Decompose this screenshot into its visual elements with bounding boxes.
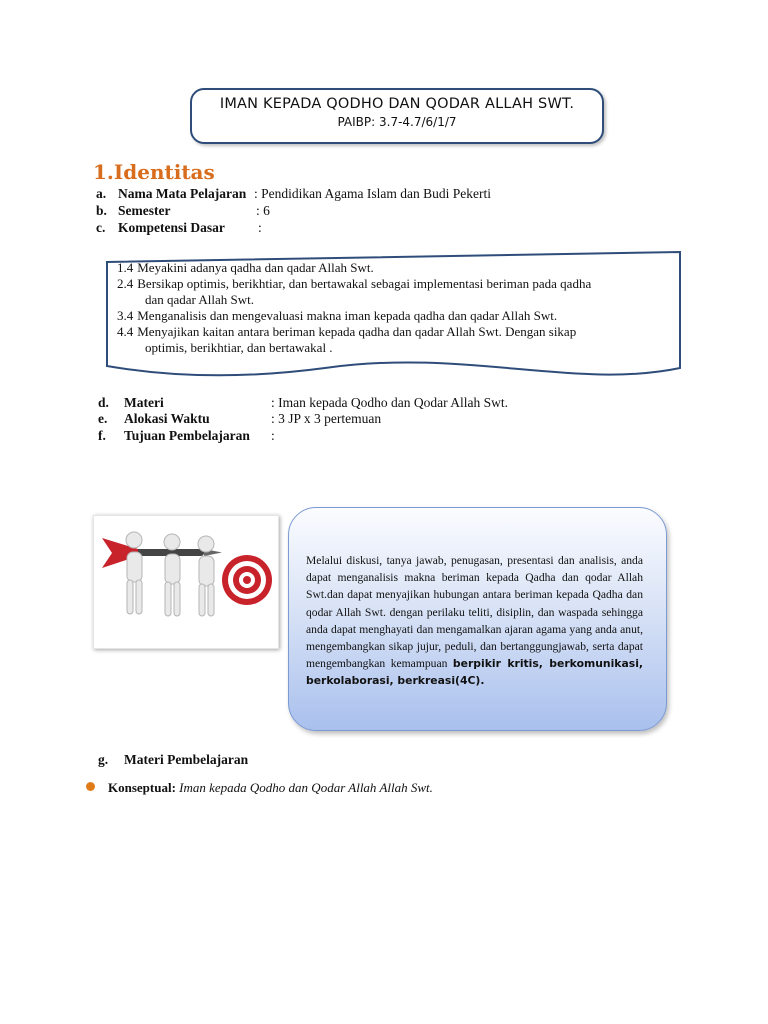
kompetensi-text: Meyakini adanya qadha dan qadar Allah Swt. bbox=[137, 260, 374, 275]
identity-value: : 6 bbox=[256, 203, 270, 218]
identity-letter: c. bbox=[96, 220, 106, 235]
kompetensi-list bbox=[117, 260, 679, 356]
kompetensi-text-cont: optimis, berikhtiar, dan bertawakal . bbox=[145, 340, 333, 355]
kompetensi-text: Menganalisis dan mengevaluasi makna iman kepada qadha dan qadar Allah Swt. bbox=[137, 308, 558, 323]
identity-value: : Pendidikan Agama Islam dan Budi Pekerti bbox=[254, 186, 491, 201]
materi-letter: g. bbox=[98, 752, 109, 767]
kompetensi-number: 1.4 bbox=[117, 260, 134, 275]
kompetensi-item bbox=[117, 260, 679, 276]
kompetensi-text-cont: dan qadar Allah Swt. bbox=[145, 292, 255, 307]
detail-letter: e. bbox=[98, 411, 108, 426]
bullet-icon bbox=[86, 782, 95, 791]
document-title: IMAN KEPADA QODHO DAN QODAR ALLAH SWT. bbox=[219, 96, 575, 112]
detail-letter: d. bbox=[98, 395, 109, 410]
detail-value: : bbox=[271, 428, 275, 443]
document-subtitle: PAIBP: 3.7-4.7/6/1/7 bbox=[337, 115, 457, 129]
dart-target-illustration bbox=[93, 515, 279, 649]
dart-target-people-icon bbox=[94, 516, 278, 648]
materi-label: Materi Pembelajaran bbox=[124, 752, 249, 767]
section-heading: 1.Identitas bbox=[93, 160, 215, 184]
detail-label: Materi bbox=[124, 395, 164, 410]
kompetensi-text: Bersikap optimis, berikhtiar, dan bertawakal sebagai implementasi beriman pada qadha bbox=[137, 276, 592, 291]
detail-label: Tujuan Pembelajaran bbox=[124, 428, 250, 443]
detail-letter: f. bbox=[98, 428, 106, 443]
kompetensi-item bbox=[117, 308, 679, 324]
kompetensi-number: 2.4 bbox=[117, 276, 134, 291]
learning-goal-bold: berpikir kritis, berkomunikasi, berkolaborasi, berkreasi(4C). bbox=[306, 657, 643, 688]
kompetensi-item bbox=[117, 276, 679, 308]
konseptual-row bbox=[108, 780, 433, 796]
detail-value: : Iman kepada Qodho dan Qodar Allah Swt. bbox=[271, 395, 508, 410]
identity-label: Kompetensi Dasar bbox=[118, 220, 225, 235]
konseptual-label: Konseptual: bbox=[108, 780, 176, 795]
learning-goal-text bbox=[306, 552, 643, 690]
konseptual-value: Iman kepada Qodho dan Qodar Allah Allah Swt. bbox=[179, 780, 433, 795]
identity-label: Semester bbox=[118, 203, 171, 218]
identity-label: Nama Mata Pelajaran bbox=[118, 186, 247, 201]
kompetensi-item bbox=[117, 324, 679, 356]
kompetensi-number: 4.4 bbox=[117, 324, 134, 339]
detail-value: : 3 JP x 3 pertemuan bbox=[271, 411, 382, 426]
learning-goal-body: Melalui diskusi, tanya jawab, penugasan, presentasi dan analisis, anda dapat menganalisis makna beriman kepada Qadha dan qodar Allah Swt.dan dapat menyajikan hubungan antara beriman kepada Qadha dan qodar Allah Swt. dengan perilaku teliti, disiplin, dan waspada sehingga anda dapat menghayati dan mengamalkan ajaran agama yang anda anut, mengembangkan sikap jujur, peduli, dan bertanggungjawab, serta dapat mengembangkan kemampuan bbox=[306, 554, 643, 671]
identity-letter: a. bbox=[96, 186, 107, 201]
title-box bbox=[190, 88, 604, 144]
kompetensi-text: Menyajikan kaitan antara beriman kepada qadha dan qadar Allah Swt. Dengan sikap bbox=[137, 324, 577, 339]
identity-letter: b. bbox=[96, 203, 107, 218]
detail-label: Alokasi Waktu bbox=[124, 411, 210, 426]
identity-value: : bbox=[258, 220, 262, 235]
kompetensi-number: 3.4 bbox=[117, 308, 134, 323]
